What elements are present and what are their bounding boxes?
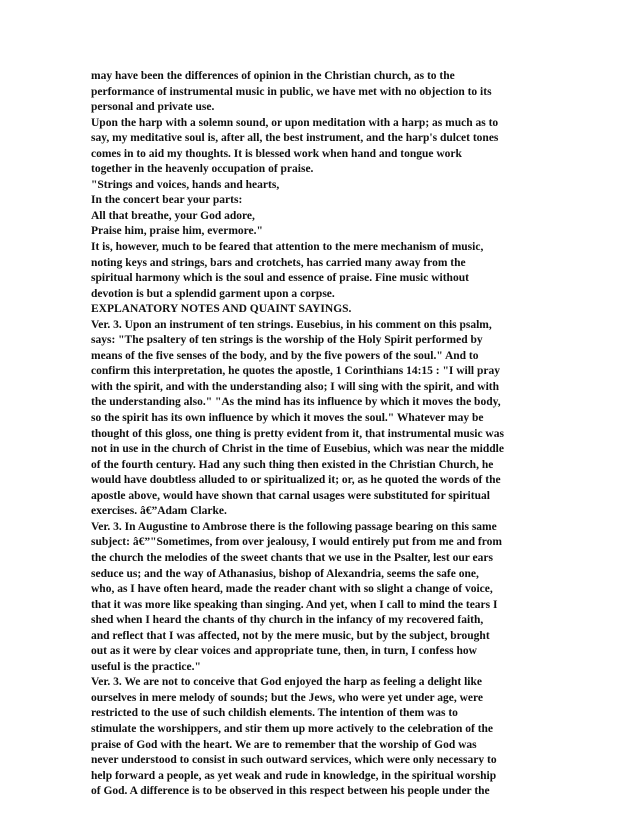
text-line: say, my meditative soul is, after all, the best instrument, and the harp's dulcet tones [91, 132, 499, 145]
text-line: with the spirit, and with the understanding also; I will sing with the spirit, and with [91, 380, 500, 393]
text-line: apostle above, would have shown that carnal usages were substituted for spiritual [91, 489, 490, 502]
text-line: EXPLANATORY NOTES AND QUAINT SAYINGS. [91, 303, 352, 316]
text-line: In the concert bear your parts: [91, 194, 243, 207]
text-line: Ver. 3. We are not to conceive that God enjoyed the harp as feeling a delight like [91, 676, 482, 689]
text-line: Ver. 3. Upon an instrument of ten strings. Eusebius, in his comment on this psalm, [91, 318, 492, 331]
text-line: out as it were by clear voices and appropriate tune, then, in turn, I confess how [91, 645, 477, 658]
text-line: noting keys and strings, bars and crotchets, has carried many away from the [91, 256, 466, 269]
text-line: "Strings and voices, hands and hearts, [91, 178, 280, 191]
text-line: exercises. â€”Adam Clarke. [91, 505, 227, 518]
text-line: never understood to consist in such outward services, which were only necessary to [91, 754, 497, 767]
text-line: restricted to the use of such childish elements. The intention of them was to [91, 707, 458, 720]
text-line: who, as I have often heard, made the reader chant with so slight a change of voice, [91, 583, 493, 596]
text-line: useful is the practice." [91, 660, 201, 673]
text-line: subject: â€”"Sometimes, from over jealousy, I would entirely put from me and from [91, 536, 502, 549]
text-line: would have doubtless alluded to or spiritualized it; or, as he quoted the words of the [91, 474, 501, 487]
text-line: the church the melodies of the sweet chants that we use in the Psalter, lest our ears [91, 551, 493, 564]
text-line: and reflect that I was affected, not by the mere music, but by the subject, brought [91, 629, 490, 642]
text-line: not in use in the church of Christ in the time of Eusebius, which was near the middle [91, 443, 504, 456]
text-line: of the fourth century. Had any such thing then existed in the Christian Church, he [91, 458, 494, 471]
text-line: together in the heavenly occupation of praise. [91, 163, 314, 176]
text-line: help forward a people, as yet weak and rude in knowledge, in the spiritual worship [91, 769, 497, 782]
text-line: stimulate the worshippers, and stir them up more actively to the celebration of the [91, 722, 494, 735]
text-line: shed when I heard the chants of thy church in the infancy of my recovered faith, [91, 614, 484, 627]
text-line: Ver. 3. In Augustine to Ambrose there is the following passage bearing on this same [91, 520, 497, 533]
text-line: says: "The psaltery of ten strings is the worship of the Holy Spirit performed by [91, 334, 483, 347]
text-line: may have been the differences of opinion in the Christian church, as to the [91, 70, 455, 82]
text-line: performance of instrumental music in public, we have met with no objection to its [91, 85, 492, 98]
text-line: Praise him, praise him, evermore." [91, 225, 263, 238]
text-line: It is, however, much to be feared that attention to the mere mechanism of music, [91, 241, 484, 254]
text-line: praise of God with the heart. We are to remember that the worship of God was [91, 738, 477, 751]
text-line: so the spirit has its own influence by which it moves the soul." Whatever may be [91, 412, 484, 425]
text-line: means of the five senses of the body, and by the five powers of the soul." And to [91, 349, 479, 362]
text-line: Upon the harp with a solemn sound, or upon meditation with a harp; as much as to [91, 116, 499, 129]
text-line: confirm this interpretation, he quotes the apostle, 1 Corinthians 14:15 : "I will pray [91, 365, 500, 378]
text-line: seduce us; and the way of Athanasius, bishop of Alexandria, seems the safe one, [91, 567, 479, 580]
document-page [91, 69, 561, 800]
text-line: comes in to aid my thoughts. It is blessed work when hand and tongue work [91, 147, 462, 160]
text-line: spiritual harmony which is the soul and essence of praise. Fine music without [91, 272, 469, 285]
text-line: the understanding also." "As the mind has its influence by which it moves the body, [91, 396, 501, 409]
text-line: thought of this gloss, one thing is pretty evident from it, that instrumental music was [91, 427, 504, 440]
text-line: personal and private use. [91, 101, 215, 114]
text-line: All that breathe, your God adore, [91, 209, 255, 222]
text-line: devotion is but a splendid garment upon a corpse. [91, 287, 335, 300]
text-line: ourselves in mere melody of sounds; but the Jews, who were yet under age, were [91, 691, 484, 704]
text-line: that it was more like speaking than singing. And yet, when I call to mind the tears I [91, 598, 498, 611]
text-line: of God. A difference is to be observed in this respect between his people under the [91, 785, 490, 798]
document-body [91, 69, 561, 800]
